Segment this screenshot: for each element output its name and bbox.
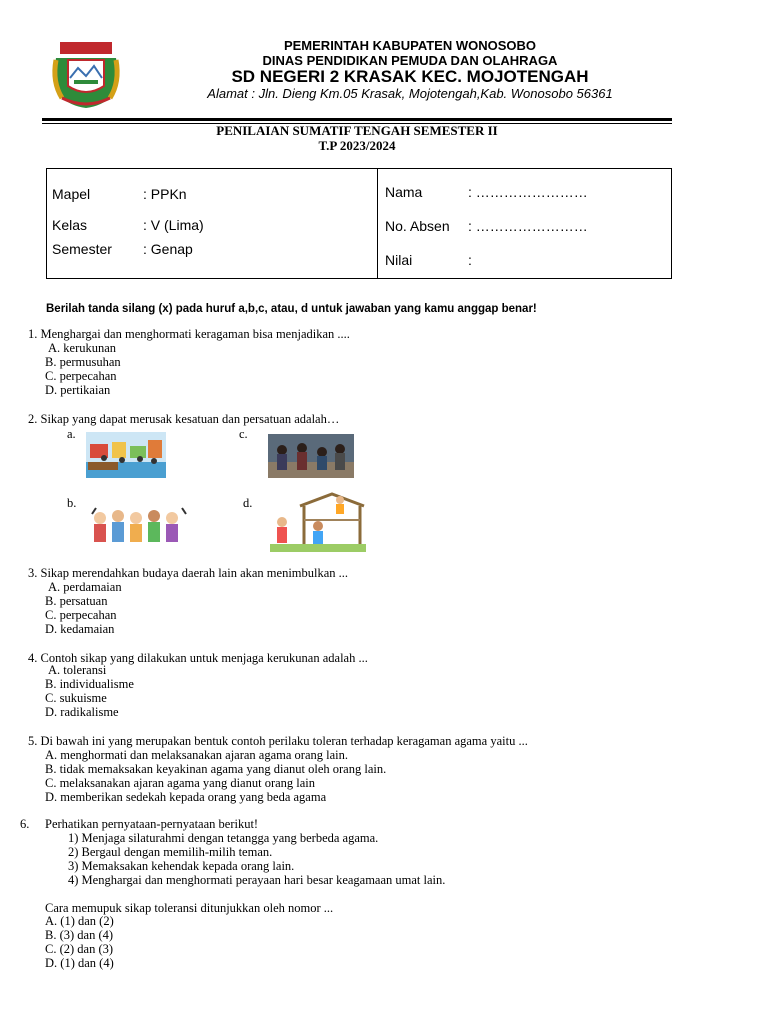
q6-option-b[interactable]: B. (3) dan (4) xyxy=(45,928,114,942)
q2-image-a[interactable] xyxy=(86,432,166,478)
nama-field[interactable]: : …………………… xyxy=(468,184,588,200)
q5-option-a[interactable]: A. menghormati dan melaksanakan ajaran agama orang lain. xyxy=(45,748,349,762)
kelas-value: : V (Lima) xyxy=(143,217,204,233)
q2-label-a[interactable]: a. xyxy=(67,427,76,441)
header-rule-thick xyxy=(42,118,672,121)
q2-image-b[interactable] xyxy=(88,504,190,552)
q2-image-c[interactable] xyxy=(268,434,354,478)
header-department: DINAS PENDIDIKAN PEMUDA DAN OLAHRAGA xyxy=(262,53,558,68)
question-6: Perhatikan pernyataan-pernyataan berikut! xyxy=(45,817,259,831)
q1-option-c[interactable]: C. perpecahan xyxy=(45,369,117,383)
q3-option-d[interactable]: D. kedamaian xyxy=(45,622,115,636)
q2-label-c[interactable]: c. xyxy=(239,427,248,441)
question-2: 2. Sikap yang dapat merusak kesatuan dan persatuan adalah… xyxy=(28,412,340,426)
q6-number: 6. xyxy=(20,817,30,831)
question-5: 5. Di bawah ini yang merupakan bentuk contoh perilaku toleran terhadap keragaman agama yaitu ... xyxy=(28,734,528,748)
q3-option-c[interactable]: C. perpecahan xyxy=(45,608,117,622)
q4-option-c[interactable]: C. sukuisme xyxy=(45,691,107,705)
q6-option-d[interactable]: D. (1) dan (4) xyxy=(45,956,114,970)
q3-option-b[interactable]: B. persatuan xyxy=(45,594,108,608)
semester-value: : Genap xyxy=(143,241,193,257)
header-government: PEMERINTAH KABUPATEN WONOSOBO xyxy=(283,38,537,53)
instruction-text: Berilah tanda silang (x) pada huruf a,b,c, atau, d untuk jawaban yang kamu anggap benar! xyxy=(46,303,537,315)
q4-option-a[interactable]: A. toleransi xyxy=(48,663,107,677)
q3-option-a[interactable]: A. perdamaian xyxy=(48,580,122,594)
header-address: Alamat : Jln. Dieng Km.05 Krasak, Mojotengah,Kab. Wonosobo 56361 xyxy=(207,86,613,101)
q6-statement-2: 2) Bergaul dengan memilih-milih teman. xyxy=(68,845,273,859)
q2-label-d[interactable]: d. xyxy=(243,496,253,510)
mapel-value: : PPKn xyxy=(143,186,187,202)
q5-option-d[interactable]: D. memberikan sedekah kepada orang yang beda agama xyxy=(45,790,327,804)
kelas-label: Kelas xyxy=(52,217,88,233)
q2-image-d[interactable] xyxy=(270,492,366,552)
q2-label-b[interactable]: b. xyxy=(67,496,77,510)
question-3: 3. Sikap merendahkan budaya daerah lain akan menimbulkan ... xyxy=(28,566,349,580)
q6-option-a[interactable]: A. (1) dan (2) xyxy=(45,914,114,928)
q6-statement-1: 1) Menjaga silaturahmi dengan tetangga yang berbeda agama. xyxy=(68,831,379,845)
question-4: 4. Contoh sikap yang dilakukan untuk menjaga kerukunan adalah ... xyxy=(28,651,368,665)
q4-option-b[interactable]: B. individualisme xyxy=(45,677,134,691)
nilai-label: Nilai xyxy=(385,252,413,268)
district-logo xyxy=(48,38,124,110)
semester-label: Semester xyxy=(52,241,112,257)
q4-option-d[interactable]: D. radikalisme xyxy=(45,705,119,719)
q1-option-b[interactable]: B. permusuhan xyxy=(45,355,121,369)
q1-option-d[interactable]: D. pertikaian xyxy=(45,383,111,397)
q6-statement-4: 4) Menghargai dan menghormati perayaan hari besar keagamaan umat lain. xyxy=(68,873,446,887)
exam-year: T.P 2023/2024 xyxy=(318,138,396,153)
nilai-field[interactable]: : xyxy=(468,252,472,268)
exam-title: PENILAIAN SUMATIF TENGAH SEMESTER II xyxy=(216,123,498,138)
question-1: 1. Menghargai dan menghormati keragaman bisa menjadikan .... xyxy=(28,327,350,341)
q1-option-a[interactable]: A. kerukunan xyxy=(48,341,117,355)
q6-option-c[interactable]: C. (2) dan (3) xyxy=(45,942,114,956)
q6-statement-3: 3) Memaksakan kehendak kepada orang lain. xyxy=(68,859,295,873)
header-school-name: SD NEGERI 2 KRASAK KEC. MOJOTENGAH xyxy=(231,67,589,86)
q5-option-b[interactable]: B. tidak memaksakan keyakinan agama yang dianut oleh orang lain. xyxy=(45,762,387,776)
absen-field[interactable]: : …………………… xyxy=(468,218,588,234)
nama-label: Nama xyxy=(385,184,423,200)
q5-option-c[interactable]: C. melaksanakan ajaran agama yang dianut orang lain xyxy=(45,776,316,790)
mapel-label: Mapel xyxy=(52,186,91,202)
identity-divider xyxy=(377,168,378,279)
absen-label: No. Absen xyxy=(385,218,450,234)
q6-question: Cara memupuk sikap toleransi ditunjukkan oleh nomor ... xyxy=(45,901,334,915)
